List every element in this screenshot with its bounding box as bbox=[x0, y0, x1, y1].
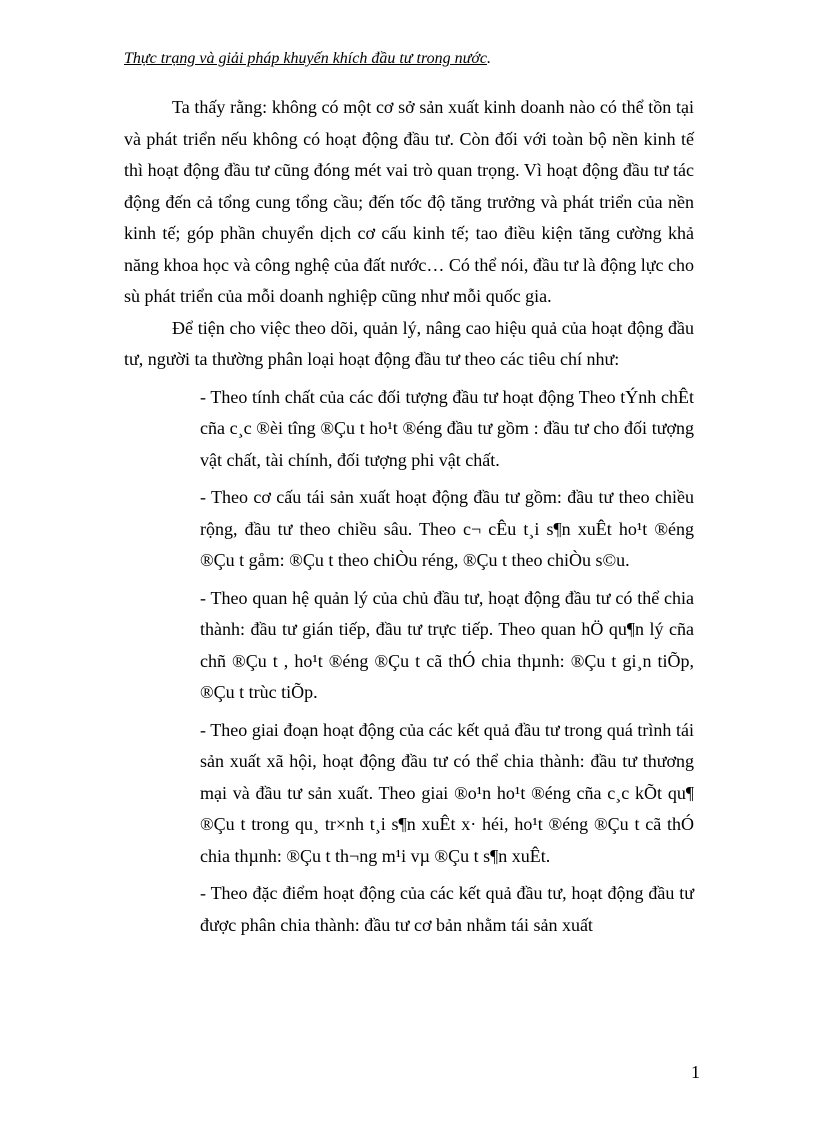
page-number: 1 bbox=[691, 1062, 700, 1082]
list-item: - Theo đặc điểm hoạt động của các kết quả đầu tư, hoạt động đầu tư được phân chia thành: đầu tư cơ bản nhằm tái sản xuất bbox=[200, 883, 694, 935]
page-header bbox=[124, 48, 491, 70]
header-trailing: . bbox=[486, 50, 491, 67]
list-item: - Theo cơ cấu tái sản xuất hoạt động đầu tư gồm: đầu tư theo chiều rộng, đầu tư theo chiều sâu. Theo c¬ cÊu t¸i s¶n xuÊt ho¹t ®éng ®Çu t gåm: ®Çu t theo chiÒu réng, ®Çu t theo chiÒu s©u. bbox=[200, 487, 694, 570]
paragraph: Ta thấy rằng: không có một cơ sở sản xuất kinh doanh nào có thể tồn tại và phát triển nếu không có hoạt động đầu tư. Còn đối với toàn bộ nền kinh tế thì hoạt động đầu tư cũng đóng mét vai trò quan trọng. Vì hoạt động đầu tư tác động đến cả tổng cung tổng cầu; đến tốc độ tăng trưởng và phát triển của nền kinh tế; góp phần chuyển dịch cơ cấu kinh tế; tao điều kiện tăng cường khả năng khoa học và công nghệ của đất nước… Có thể nói, đầu tư là động lực cho sù phát triển của mỗi doanh nghiệp cũng như mỗi quốc gia. bbox=[124, 97, 694, 306]
header-title: Thực trạng và giải pháp khuyến khích đầu tư trong nước bbox=[124, 50, 487, 67]
paragraph: Để tiện cho việc theo dõi, quản lý, nâng cao hiệu quả của hoạt động đầu tư, người ta thường phân loại hoạt động đầu tư theo các tiêu chí như: bbox=[124, 317, 694, 369]
list-item: - Theo giai đoạn hoạt động của các kết quả đầu tư trong quá trình tái sản xuất xã hội, hoạt động đầu tư có thể chia thành: đầu tư thương mại và đầu tư sản xuất. Theo giai ®o¹n ho¹t ®éng cña c¸c kÕt qu¶ ®Çu t trong qu¸ tr×nh t¸i s¶n xuÊt x· héi, ho¹t ®éng ®Çu t cã thÓ chia thµnh: ®Çu t th¬ng m¹i vµ ®Çu t s¶n xuÊt. bbox=[200, 719, 694, 866]
list-item: - Theo tính chất của các đối tượng đầu tư hoạt động Theo tÝnh chÊt cña c¸c ®èi tîng ®Çu t ho¹t ®éng đầu tư gồm : đầu tư cho đối tượng vật chất, tài chính, đối tượng phi vật chất. bbox=[200, 386, 694, 470]
document-body bbox=[124, 92, 694, 941]
list-item: - Theo quan hệ quản lý của chủ đầu tư, hoạt động đầu tư có thể chia thành: đầu tư gián tiếp, đầu tư trực tiếp. Theo quan hÖ qu¶n lý cña chñ ®Çu t , ho¹t ®éng ®Çu t cã thÓ chia thµnh: ®Çu t gi¸n tiÕp, ®Çu t trùc tiÕp. bbox=[200, 587, 694, 702]
